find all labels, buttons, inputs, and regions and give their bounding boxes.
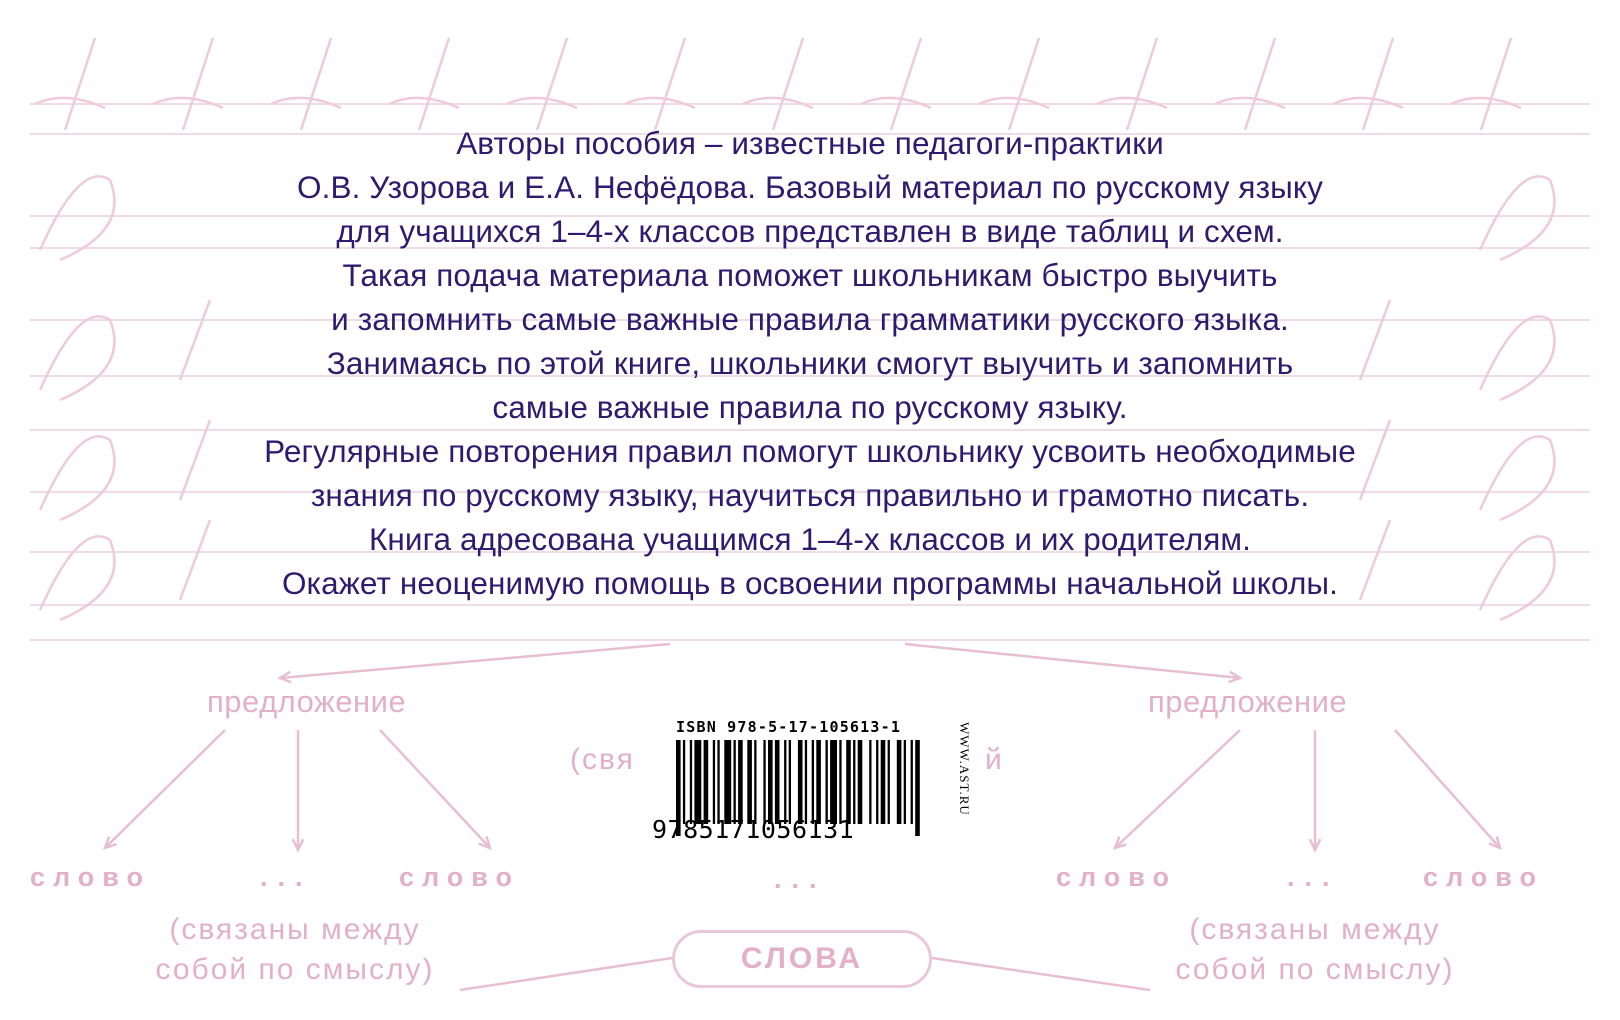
diagram-arrow <box>105 730 225 848</box>
letter-guide-stroke <box>861 38 931 130</box>
barcode-bar <box>853 740 855 824</box>
barcode-bar <box>805 740 807 824</box>
barcode-bar <box>876 740 878 824</box>
barcode-bar <box>911 740 913 824</box>
description-text <box>80 121 1540 605</box>
letter-guide-stroke <box>35 38 105 130</box>
barcode-bar <box>738 740 743 824</box>
barcode-bar <box>812 740 814 824</box>
center-partial-right: й <box>985 743 1004 776</box>
letter-guide-stroke <box>979 38 1049 130</box>
description-line: Регулярные повторения правил помогут школьнику усвоить необходимые <box>264 433 1356 469</box>
barcode-bar <box>717 740 719 824</box>
barcode-bar <box>830 740 837 824</box>
right-word2-label: слово <box>1423 862 1545 892</box>
barcode-bar <box>826 740 828 824</box>
right-word1-label: слово <box>1056 862 1178 892</box>
description-line: и запомнить самые важные правила грамматики русского языка. <box>331 301 1289 337</box>
center-partial-left: (свя <box>570 743 635 776</box>
barcode-bar <box>869 740 871 824</box>
letter-guide-stroke <box>1451 38 1521 130</box>
barcode-bar <box>784 740 786 824</box>
barcode-bar <box>816 740 821 824</box>
letter-guide-stroke <box>507 38 577 130</box>
diagram-arrow <box>1115 730 1240 848</box>
barcode-bar <box>734 740 736 824</box>
slova-box: СЛОВА <box>672 930 932 988</box>
barcode-bar <box>690 740 692 824</box>
diagram-arrow <box>1395 730 1500 848</box>
barcode-bar <box>839 740 841 824</box>
barcode-bar <box>747 740 752 824</box>
website-label: WWW.AST.RU <box>957 722 972 816</box>
description-line: Авторы пособия – известные педагоги-практики <box>456 125 1164 161</box>
barcode-bar <box>858 740 863 824</box>
isbn-label: ISBN 978-5-17-105613-1 <box>676 718 902 736</box>
letter-guide-stroke <box>1333 38 1403 130</box>
description-line: знания по русскому языку, научиться правильно и грамотно писать. <box>310 477 1310 513</box>
description-line: самые важные правила по русскому языку. <box>492 389 1128 425</box>
description-line: Занимаясь по этой книге, школьники смогут выучить и запомнить <box>326 345 1294 381</box>
left-sentence-label: предложение <box>207 684 407 719</box>
description-line: О.В. Узорова и Е.А. Нефёдова. Базовый материал по русскому языку <box>297 169 1323 205</box>
left-word2-label: слово <box>399 862 521 892</box>
barcode-bar <box>754 740 756 824</box>
diagram-arrow <box>280 644 670 678</box>
right-note <box>1130 910 1500 990</box>
barcode-bar <box>798 740 803 824</box>
diagram-arrow <box>905 644 1240 678</box>
barcode-bar <box>789 740 791 824</box>
description-line: Такая подача материала поможет школьникам быстро выучить <box>342 257 1278 293</box>
barcode-bar <box>683 740 685 824</box>
letter-guide-stroke <box>1097 38 1167 130</box>
barcode-bar <box>724 740 731 824</box>
right-sentence-label: предложение <box>1148 684 1348 719</box>
barcode-bar <box>775 740 780 824</box>
letter-guide-stroke <box>271 38 341 130</box>
right-dots-label: ... <box>1287 862 1340 892</box>
diagram-arrow <box>932 958 1150 990</box>
letter-guide-stroke <box>389 38 459 130</box>
letter-guide-stroke <box>153 38 223 130</box>
barcode-bar <box>846 740 851 824</box>
barcode-bar <box>763 740 765 824</box>
barcode-bar <box>713 740 715 824</box>
left-note-line2: собой по смыслу) <box>155 953 435 986</box>
right-note-line2: собой по смыслу) <box>1175 953 1455 986</box>
description-line: Книга адресована учащимся 1–4-х классов и их родителям. <box>368 521 1252 557</box>
barcode-bar <box>888 740 890 824</box>
right-note-line1: (связаны между <box>1189 913 1441 946</box>
left-note <box>110 910 480 990</box>
barcode-bar <box>897 740 902 824</box>
letter-guide-stroke <box>743 38 813 130</box>
barcode-bar <box>904 740 906 824</box>
description-line: для учащихся 1–4-х классов представлен в виде таблиц и схем. <box>336 213 1284 249</box>
center-dots-label: ... <box>774 864 827 894</box>
barcode-bar <box>881 740 886 824</box>
barcode-bar <box>768 740 773 824</box>
barcode-bar <box>694 740 701 824</box>
barcode-bar <box>704 740 709 824</box>
left-note-line1: (связаны между <box>169 913 421 946</box>
ean-digits: 9785171056131 <box>652 815 855 844</box>
letter-guide-stroke <box>625 38 695 130</box>
letter-guide-stroke <box>1215 38 1285 130</box>
diagram-arrow <box>380 730 490 848</box>
diagram-arrow <box>460 958 672 990</box>
barcode-bar <box>915 740 920 836</box>
left-word1-label: слово <box>30 862 152 892</box>
description-line: Окажет неоценимую помощь в освоении программы начальной школы. <box>281 565 1339 601</box>
left-dots-label: ... <box>260 862 313 892</box>
